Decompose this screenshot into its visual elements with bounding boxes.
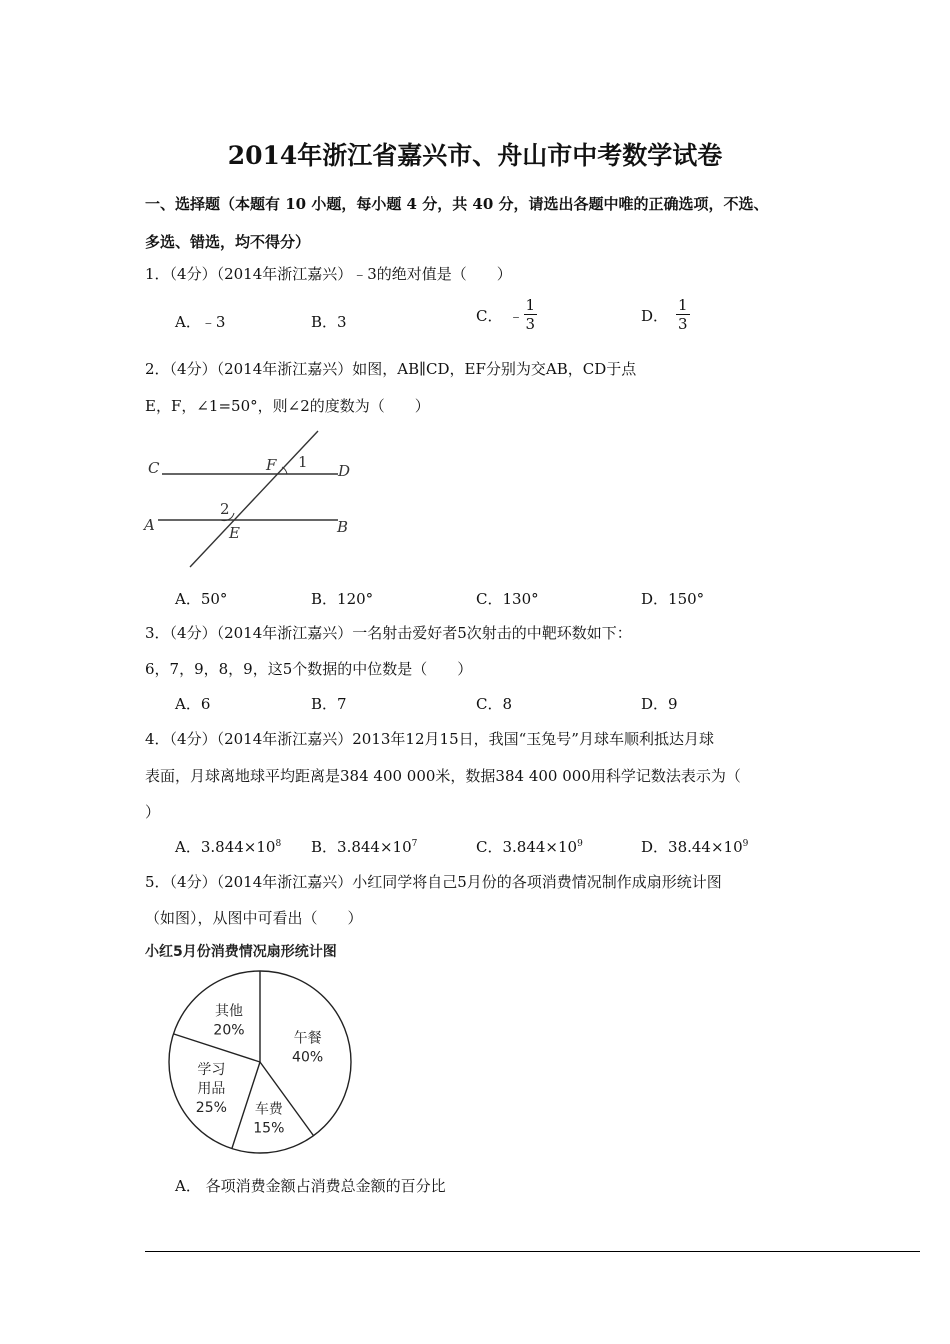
- pie-slice-label: 车费: [254, 1101, 283, 1118]
- label-c: C: [148, 459, 160, 477]
- q3-text-line2: 6，7，9，8，9，这5个数据的中位数是（ ）: [145, 660, 473, 678]
- pie-chart-title: 小红5月份消费情况扇形统计图: [145, 944, 337, 960]
- q1-option-c-label: C．: [476, 306, 503, 325]
- q4-option-a[interactable]: [175, 836, 281, 857]
- pie-slice-value: 20%: [213, 1022, 245, 1039]
- label-angle-2: 2: [220, 500, 230, 518]
- label-f: F: [266, 456, 277, 474]
- page-title: 2014年浙江省嘉兴市、舟山市中考数学试卷: [227, 141, 723, 170]
- pie-slice-value: 25%: [195, 1099, 227, 1116]
- pie-chart: [160, 965, 360, 1165]
- footer-divider: [145, 1251, 920, 1252]
- pie-slice-label: 用品: [197, 1080, 226, 1097]
- pie-slice-label: 其他: [214, 1003, 243, 1020]
- q3-option-a[interactable]: A．6: [175, 695, 211, 713]
- q2-text-line2: E，F，∠1=50°，则∠2的度数为（ ）: [145, 397, 430, 415]
- q2-option-c[interactable]: C．130°: [476, 590, 539, 608]
- q2-text-line1: 2．（4分）（2014年浙江嘉兴）如图，AB∥CD，EF分别为交AB，CD于点: [145, 360, 637, 378]
- section-heading-line2: 多选、错选，均不得分）: [145, 233, 311, 251]
- q4-text-line3: ）: [145, 803, 161, 821]
- q5-text-line1: 5．（4分）（2014年浙江嘉兴）小红同学将自己5月份的各项消费情况制作成扇形统计图: [145, 873, 722, 891]
- q3-option-d[interactable]: D．9: [641, 695, 678, 713]
- q1-option-b[interactable]: B．3: [311, 313, 347, 331]
- q1-option-d-label: D．: [641, 306, 669, 325]
- pie-slice-value: 40%: [292, 1049, 324, 1066]
- section-heading-line1: 一、选择题（本题有 10 小题，每小题 4 分，共 40 分，请选出各题中唯的正确选项，不选、: [145, 195, 769, 213]
- q4-option-c[interactable]: [476, 836, 583, 857]
- q4-option-d-base: D．38.44×10: [641, 838, 743, 856]
- q1-option-c-sign: ﹣: [508, 306, 524, 325]
- q2-geometry-figure: [140, 425, 365, 575]
- q4-text-line1: 4．（4分）（2014年浙江嘉兴）2013年12月15日，我国“玉兔号”月球车顺利抵达月球: [145, 730, 714, 748]
- q4-option-b-exp: 7: [411, 839, 418, 849]
- q3-option-b[interactable]: B．7: [311, 695, 347, 713]
- q4-option-c-base: C．3.844×10: [476, 838, 578, 856]
- q5-text-line2: （如图），从图中可看出（ ）: [145, 909, 363, 927]
- q4-option-b[interactable]: [311, 836, 417, 857]
- q1-option-a[interactable]: A．﹣3: [175, 313, 226, 331]
- q1-option-c-fraction: [524, 298, 538, 332]
- q3-text-line1: 3．（4分）（2014年浙江嘉兴）一名射击爱好者5次射击的中靶环数如下：: [145, 624, 632, 642]
- line-ef: [190, 431, 318, 567]
- label-d: D: [338, 462, 351, 480]
- q2-option-a[interactable]: A．50°: [175, 590, 228, 608]
- label-b: B: [337, 518, 349, 536]
- q2-option-d[interactable]: D．150°: [641, 590, 705, 608]
- q4-option-d-exp: 9: [742, 839, 749, 849]
- q3-option-c[interactable]: C．8: [476, 695, 513, 713]
- q5-option-a[interactable]: A． 各项消费金额占消费总金额的百分比: [175, 1177, 446, 1195]
- label-e: E: [229, 524, 240, 542]
- q1-option-d[interactable]: [641, 298, 690, 332]
- label-a: A: [144, 516, 155, 534]
- q4-option-c-exp: 9: [577, 839, 583, 849]
- q1-option-c-numerator: 1: [525, 296, 536, 314]
- angle-1-arc: [282, 467, 287, 474]
- q2-option-b[interactable]: B．120°: [311, 590, 374, 608]
- q4-option-a-base: A．3.844×10: [175, 838, 276, 856]
- q1-option-d-denominator: 3: [678, 315, 688, 333]
- q4-text-line2: 表面，月球离地球平均距离是384 400 000米，数据384 400 000用科学记数法表示为（: [145, 767, 741, 785]
- q1-option-d-fraction: [676, 298, 690, 332]
- q4-option-a-exp: 8: [275, 839, 282, 849]
- q1-option-c-denominator: 3: [525, 315, 536, 333]
- q1-option-d-numerator: 1: [678, 296, 688, 314]
- pie-slice-value: 15%: [253, 1120, 285, 1137]
- q4-option-d[interactable]: [641, 836, 748, 857]
- label-angle-1: 1: [298, 453, 308, 471]
- q1-text: 1．（4分）（2014年浙江嘉兴）﹣3的绝对值是（ ）: [145, 265, 512, 283]
- pie-slice-label: 午餐: [293, 1030, 322, 1047]
- q4-option-b-base: B．3.844×10: [311, 838, 412, 856]
- q1-option-c[interactable]: [476, 298, 537, 332]
- pie-slice-label: 学习: [197, 1061, 226, 1078]
